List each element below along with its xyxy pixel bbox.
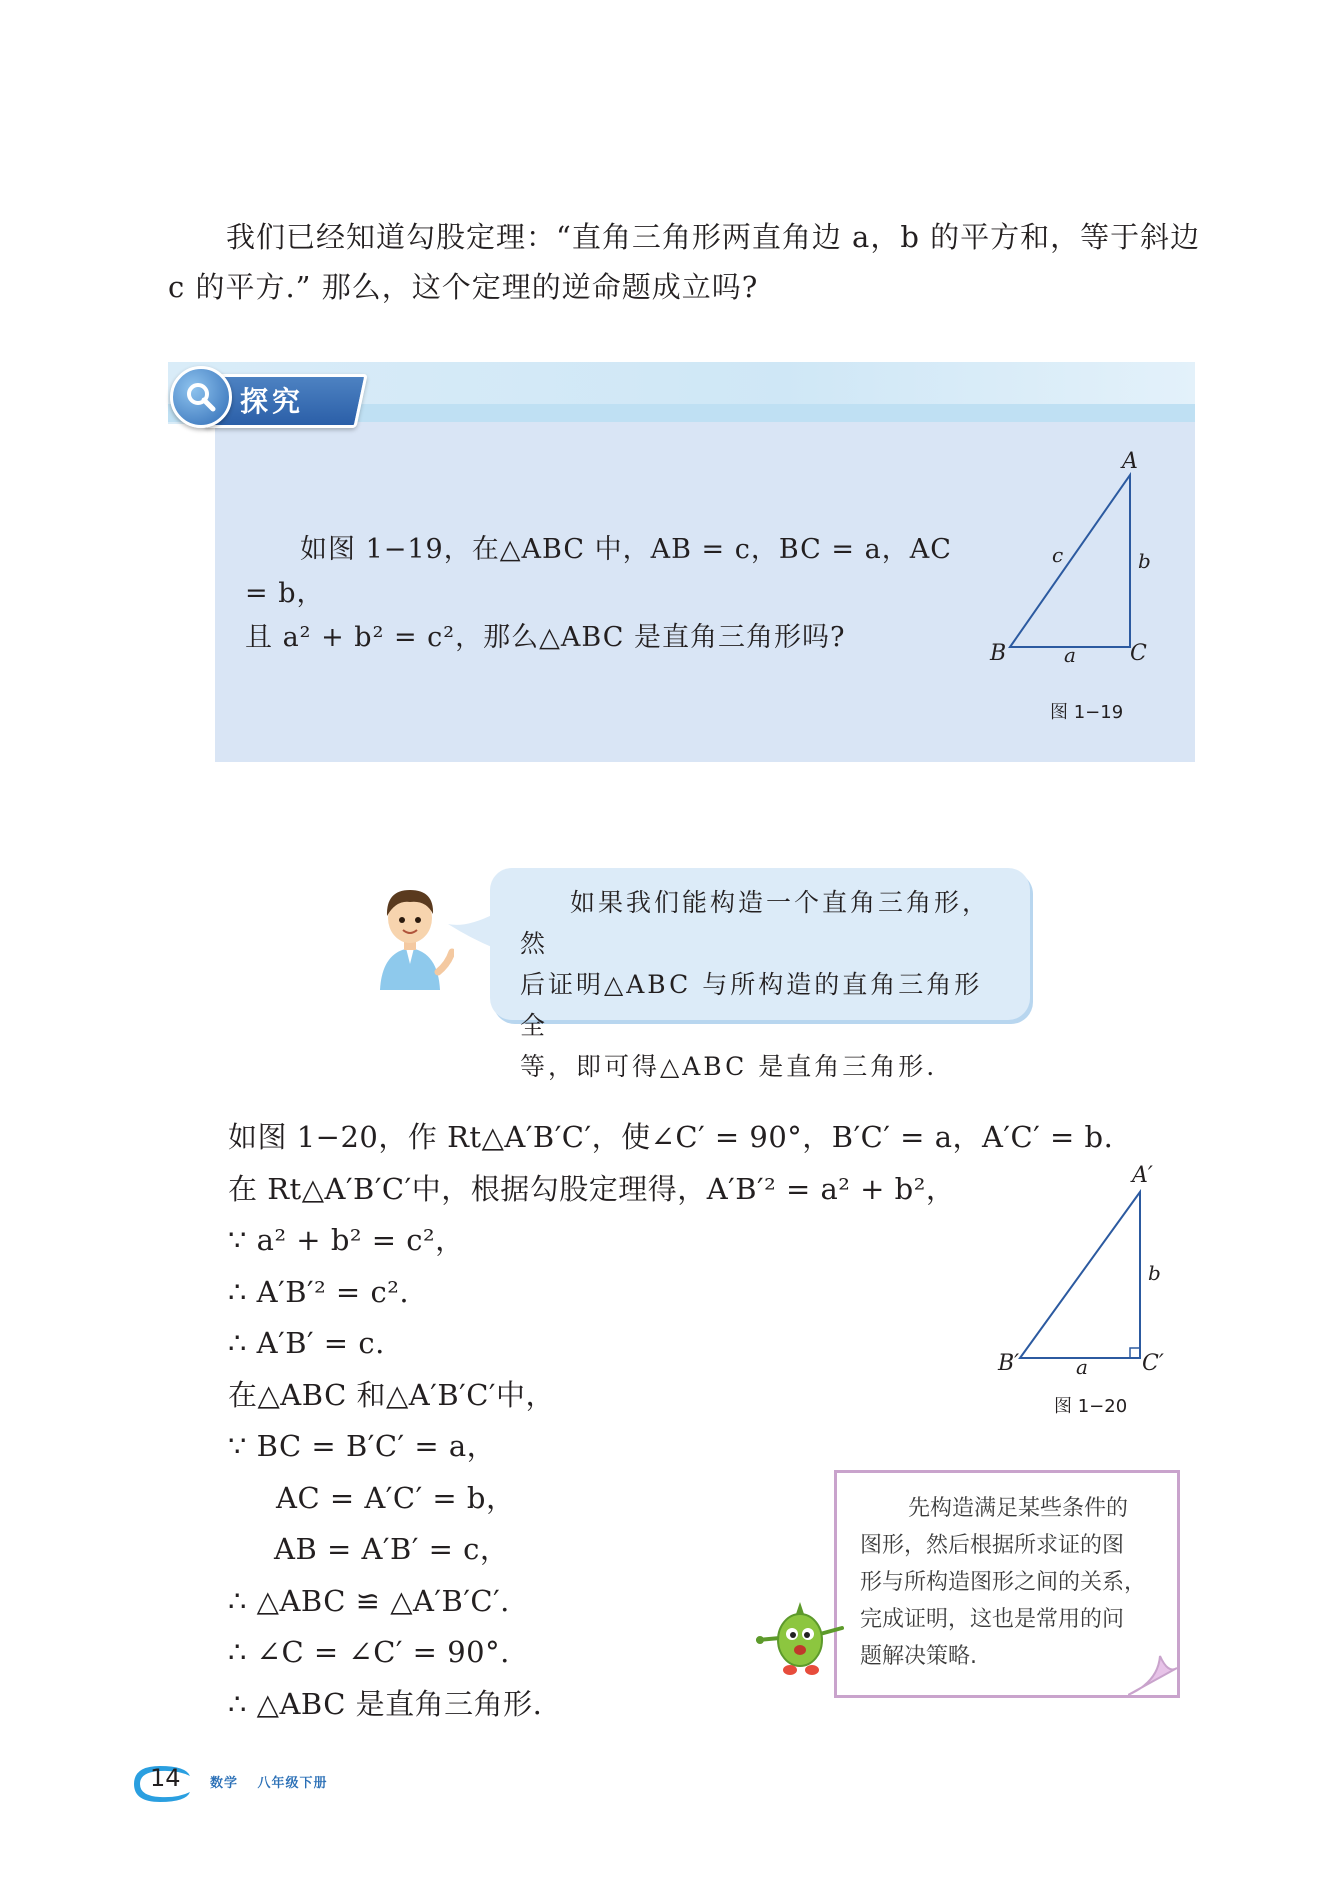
note-line-4: 完成证明，这也是常用的问 — [860, 1607, 1125, 1632]
proof-line-11: ∴ ∠C = ∠C′ = 90°. — [228, 1635, 510, 1669]
figure-1-20 — [990, 1160, 1190, 1424]
side-b-label-2: b — [1148, 1261, 1161, 1285]
vertex-b-prime-label: B′ — [998, 1351, 1020, 1376]
explore-label: 探究 — [240, 385, 305, 418]
proof-line-9: AB = A′B′ = c， — [274, 1532, 510, 1566]
note-line-2: 图形，然后根据所求证的图 — [860, 1533, 1125, 1558]
proof-line-10: ∴ △ABC ≌ △A′B′C′. — [228, 1583, 510, 1618]
proof-line-8: AC = A′C′ = b， — [276, 1480, 516, 1515]
vertex-b-label: B — [990, 641, 1007, 666]
magnifier-icon — [170, 366, 232, 428]
proof-line-2: 在 Rt△A′B′C′中，根据勾股定理得，A′B′² = a² + b²， — [228, 1171, 956, 1206]
intro-line-2: c 的平方.” 那么，这个定理的逆命题成立吗? — [168, 270, 759, 304]
side-c-label: c — [1052, 543, 1064, 567]
note-line-3: 形与所构造图形之间的关系， — [860, 1570, 1147, 1595]
bubble-tail — [446, 908, 496, 958]
proof-line-1: 如图 1−20，作 Rt△A′B′C′，使∠C′ = 90°，B′C′ = a，A′C′ = b. — [228, 1120, 1114, 1154]
bubble-line-1: 如果我们能构造一个直角三角形，然 — [520, 888, 991, 958]
note-line-5: 题解决策略. — [860, 1644, 977, 1669]
footer-book-title — [210, 1772, 342, 1791]
footer-subject: 数学 — [210, 1776, 239, 1791]
bubble-line-2: 后证明△ABC 与所构造的直角三角形全 — [520, 970, 983, 1040]
page-number: 14 — [150, 1764, 181, 1792]
vertex-a-label: A — [1122, 449, 1138, 474]
right-angle-mark — [1130, 1348, 1140, 1358]
bubble-line-3: 等，即可得△ABC 是直角三角形. — [520, 1052, 938, 1081]
proof-line-7: ∵ BC = B′C′ = a， — [228, 1429, 497, 1463]
vertex-c-prime-label: C′ — [1142, 1351, 1164, 1376]
vertex-c-label: C — [1130, 641, 1147, 666]
triangle-a-prime-b-prime-c-prime — [1020, 1192, 1140, 1358]
proof-line-3: ∵ a² + b² = c²， — [228, 1223, 465, 1257]
triangle-abc — [1010, 475, 1130, 647]
page-curl-icon — [1128, 1648, 1178, 1698]
boy-character — [368, 882, 454, 996]
figure-1-19-caption: 图 1−19 — [1050, 702, 1124, 723]
speech-bubble-text — [520, 882, 1010, 1087]
strategy-note-text — [860, 1490, 1160, 1675]
proof-line-5: ∴ A′B′ = c. — [228, 1326, 385, 1360]
vertex-a-prime-label: A′ — [1132, 1163, 1153, 1188]
note-line-1: 先构造满足某些条件的 — [908, 1496, 1129, 1521]
explore-line-2: 且 a² + b² = c²，那么△ABC 是直角三角形吗? — [245, 622, 846, 653]
explore-question — [245, 528, 965, 660]
green-creature-character — [756, 1598, 846, 1682]
intro-paragraph — [168, 212, 1208, 312]
side-a-label-2: a — [1076, 1355, 1088, 1379]
footer-grade: 八年级下册 — [257, 1776, 328, 1791]
side-a-label: a — [1064, 643, 1076, 667]
intro-line-1: 我们已经知道勾股定理：“直角三角形两直角边 a，b 的平方和，等于斜边 — [226, 220, 1201, 254]
proof-line-12: ∴ △ABC 是直角三角形. — [228, 1686, 543, 1721]
proof-line-4: ∴ A′B′² = c². — [228, 1274, 410, 1309]
proof-line-6: 在△ABC 和△A′B′C′中， — [228, 1377, 556, 1412]
figure-1-19 — [980, 440, 1180, 744]
explore-line-1: 如图 1−19，在△ABC 中，AB = c，BC = a，AC = b， — [245, 534, 952, 609]
figure-1-20-caption: 图 1−20 — [1054, 1396, 1128, 1417]
side-b-label: b — [1138, 549, 1151, 573]
